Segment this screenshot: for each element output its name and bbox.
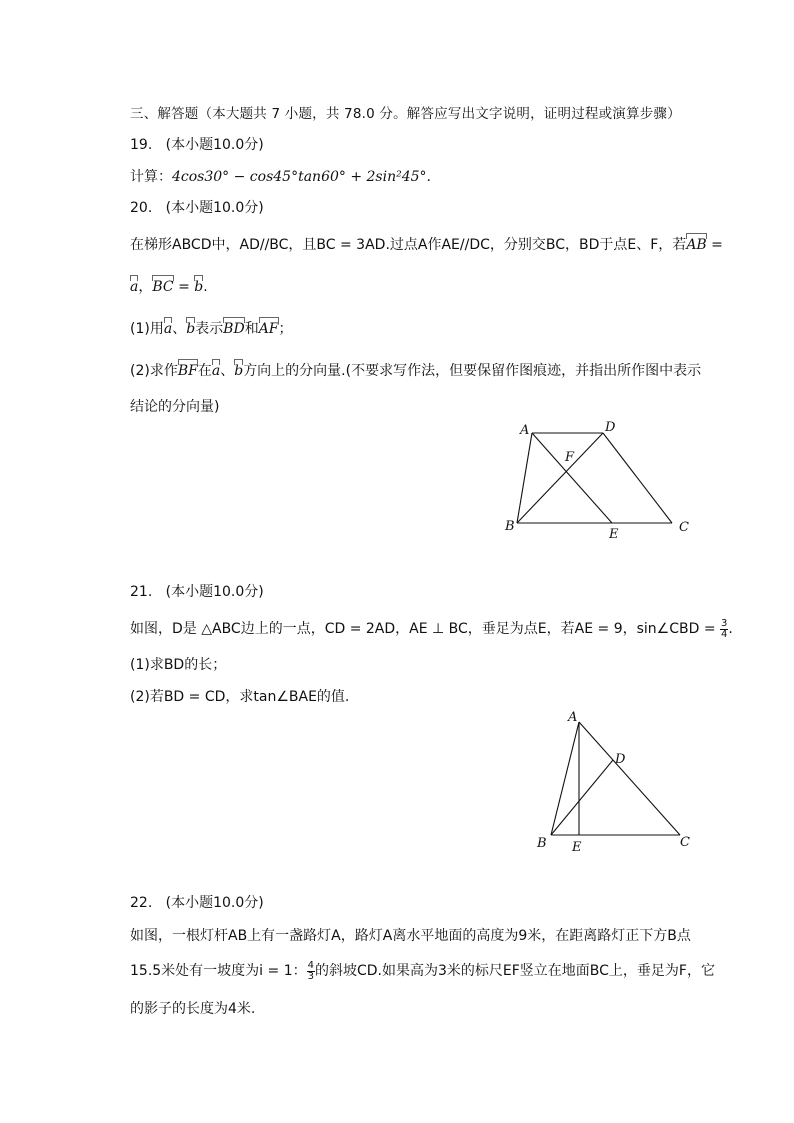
- label-c: C: [680, 835, 690, 850]
- question-19-expression: 4cos30° − cos45°tan60° + 2sin²45°.: [172, 169, 431, 185]
- label-e: E: [609, 527, 619, 542]
- vector-ab: AB: [686, 237, 707, 253]
- question-19-prefix: 计算：: [130, 169, 172, 185]
- segment-dc: [603, 433, 672, 523]
- segment-bd: [517, 433, 603, 523]
- question-number: 20.: [130, 200, 153, 216]
- label-e: E: [572, 840, 582, 855]
- part-text: 在: [197, 363, 212, 379]
- question-21-part-2: (2)若BD = CD，求tan∠BAE的值.: [130, 689, 350, 705]
- label-a: A: [568, 710, 578, 725]
- question-20-part-2-cont: 结论的分向量): [130, 399, 220, 415]
- segment-ab: [517, 433, 532, 523]
- separator: 、: [172, 321, 187, 337]
- period: .: [728, 621, 733, 637]
- segment-ae: [532, 433, 612, 523]
- separator: 、: [220, 363, 235, 379]
- fraction-four-thirds: [307, 961, 315, 982]
- segment-bd: [551, 760, 613, 835]
- question-19-header: [130, 134, 264, 154]
- question-points: (本小题10.0分): [165, 584, 264, 600]
- label-c: C: [679, 520, 689, 535]
- label-b: B: [505, 519, 515, 534]
- question-20-stem: 在梯形ABCD中，AD//BC，且BC = 3AD.过点A作AE//DC，分别交BC，BD于点E、F，若: [130, 237, 687, 253]
- question-22-header: [130, 892, 264, 912]
- question-20-part-1: [130, 318, 293, 338]
- fraction-denominator: 4: [721, 628, 728, 640]
- question-21-part-1: (1)求BD的长；: [130, 657, 227, 673]
- part-text: ；: [278, 321, 293, 337]
- label-a: A: [520, 423, 530, 438]
- question-22-text: 15.5米处有一坡度为i = 1：: [130, 963, 307, 979]
- part-text: 和: [244, 321, 259, 337]
- question-20-header: [130, 197, 264, 217]
- vector-a: a: [130, 279, 139, 295]
- equals-sign: =: [173, 279, 195, 295]
- question-points: (本小题10.0分): [165, 137, 264, 153]
- section-heading: 三、解答题（本大题共 7 小题，共 78.0 分。解答应写出文字说明，证明过程或演算步骤）: [130, 106, 681, 122]
- question-20-stem-line1: [130, 234, 723, 254]
- segment-ac: [579, 722, 680, 835]
- label-d: D: [615, 752, 626, 767]
- label-d: D: [605, 420, 616, 435]
- question-number: 21.: [130, 584, 153, 600]
- fraction-numerator: 3: [721, 617, 728, 629]
- question-20-part-2: [130, 360, 701, 380]
- question-22-line-2: [130, 960, 715, 982]
- vector-bd: BD: [223, 321, 245, 337]
- period: .: [203, 279, 208, 295]
- part-label: (1)用: [130, 321, 164, 337]
- question-points: (本小题10.0分): [165, 895, 264, 911]
- segment-ab: [551, 722, 579, 835]
- part-text: 表示: [195, 321, 224, 337]
- question-20-stem-line2: [130, 276, 208, 296]
- question-21-stem: [130, 618, 733, 640]
- question-21-header: [130, 581, 264, 601]
- question-21-stem-text: 如图，D是 △ABC边上的一点，CD = 2AD，AE ⊥ BC，垂足为点E，若AE = 9，sin∠CBD =: [130, 621, 716, 637]
- vector-b: b: [186, 321, 196, 337]
- vector-a: a: [211, 363, 221, 379]
- vector-b: b: [234, 363, 244, 379]
- label-b: B: [537, 836, 547, 851]
- vector-bf: BF: [177, 363, 198, 379]
- label-f: F: [565, 450, 575, 465]
- fraction-denominator: 3: [307, 970, 314, 982]
- vector-b: b: [194, 279, 204, 295]
- equals-sign: =: [706, 237, 723, 253]
- question-22-line-1: 如图，一根灯杆AB上有一盏路灯A，路灯A离水平地面的高度为9米，在距离路灯正下方B点: [130, 928, 691, 944]
- question-22-text: 的斜坡CD.如果高为3米的标尺EF竖立在地面BC上，垂足为F，它: [314, 963, 715, 979]
- question-number: 19.: [130, 137, 153, 153]
- question-points: (本小题10.0分): [165, 200, 264, 216]
- vector-a: a: [163, 321, 173, 337]
- vector-bc: BC: [152, 279, 174, 295]
- fraction-numerator: 4: [307, 959, 314, 971]
- question-22-line-3: 的影子的长度为4米.: [130, 1001, 256, 1017]
- separator: ，: [138, 279, 153, 295]
- question-19-body: [130, 166, 431, 186]
- part-label: (2)求作: [130, 363, 178, 379]
- question-number: 22.: [130, 895, 153, 911]
- part-text: 方向上的分向量.(不要求写作法，但要保留作图痕迹，并指出所作图中表示: [243, 363, 702, 379]
- vector-af: AF: [258, 321, 279, 337]
